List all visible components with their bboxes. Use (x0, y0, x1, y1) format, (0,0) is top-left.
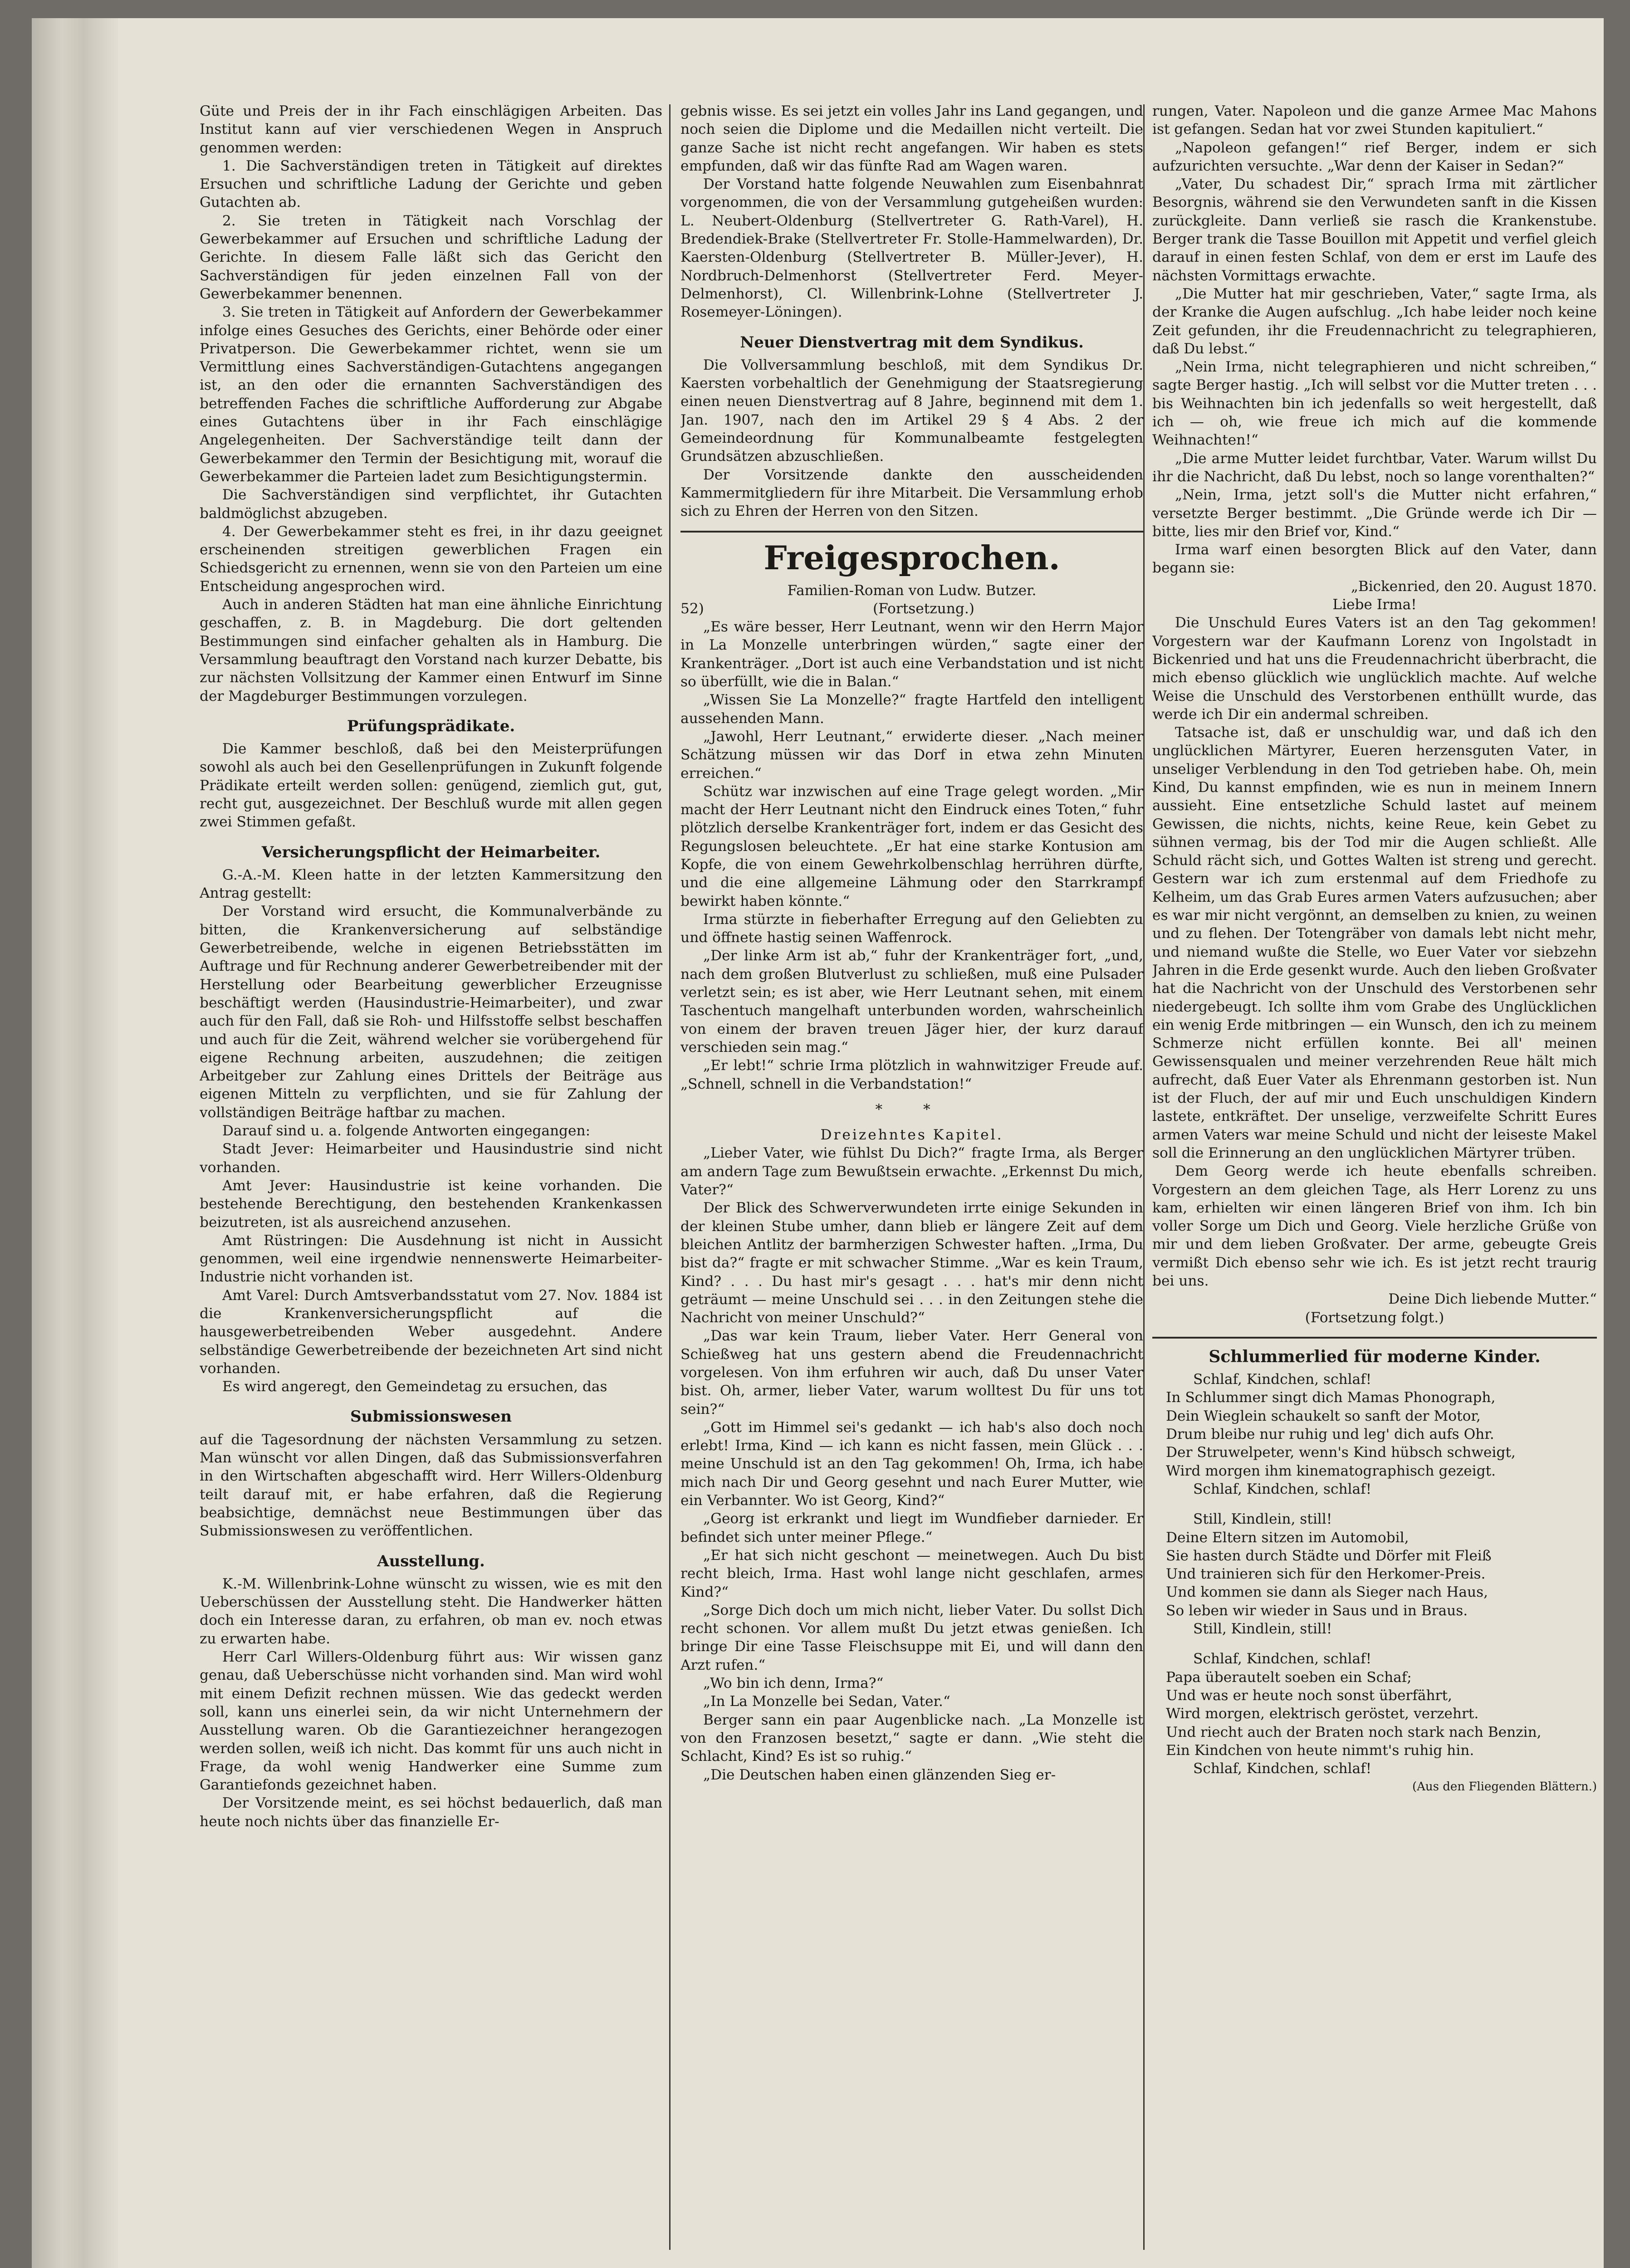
column-rule (1143, 104, 1145, 2250)
paragraph: Die Unschuld Eures Vaters ist an den Tag gekommen! Vorgestern war der Kaufmann Lorenz von Ingolstadt in Bickenried und hat uns die Freudennachricht überbracht, die mich ebenso glücklich wie unglücklich machte. Auf welche Weise die Unschuld des Verstorbenen enthüllt wurde, das werde ich Dir ein andermal schreiben. (1152, 615, 1597, 723)
paragraph: „Sorge Dich doch um mich nicht, lieber Vater. Du sollst Dich recht schonen. Vor allem mußt Du jetzt etwas genießen. Ich bringe Dir eine Tasse Fleischsuppe mit Ei, und will dann den Arzt rufen.“ (680, 1602, 1143, 1673)
section-heading: Submissionswesen (350, 1408, 512, 1426)
poem-line: Still, Kindlein, still! (1193, 1621, 1332, 1637)
novel-subtitle: Familien-Roman von Ludw. Butzer. (787, 582, 1037, 599)
paragraph: Schütz war inzwischen auf eine Trage gelegt worden. „Mir macht der Herr Leutnant nicht den Eindruck eines Toten,“ fuhr plötzlich derselbe Krankenträger fort, indem er das Gesicht des Regungslosen beleuchtete. „Er hat eine starke Kontusion am Kopfe, die von einem Gewehrkolbenschlag herrühren dürfte, und die eine allgemeine Lähmung oder den Starrkrampf bewirkt haben könnte.“ (680, 783, 1143, 909)
poem-line: So leben wir wieder in Saus und in Braus. (1166, 1602, 1468, 1619)
poem-line: Wird morgen ihm kinematographisch gezeigt. (1166, 1462, 1496, 1479)
paragraph: „Es wäre besser, Herr Leutnant, wenn wir den Herrn Major in La Monzelle unterbringen würden,“ sagte einer der Krankenträger. „Dort ist auch eine Verbandstation und ist nicht so überfüllt, wie die in Balan.“ (680, 619, 1143, 690)
installment-line (680, 600, 1143, 618)
paragraph: Amt Rüstringen: Die Ausdehnung ist nicht in Aussicht genommen, weil eine irgendwie nennenswerte Heimarbeiter-Industrie nicht vorhanden ist. (200, 1232, 662, 1286)
poem-line: In Schlummer singt dich Mamas Phonograph, (1166, 1389, 1496, 1406)
paragraph: „Vater, Du schadest Dir,“ sprach Irma mit zärtlicher Besorgnis, während sie den Verwundeten sanft in die Kissen zurückgleite. Dann verließ sie rasch die Krankenstube. Berger trank die Tasse Bouillon mit Appetit und verfiel gleich darauf in einen festen Schlaf, von dem er erst im Laufe des nächsten Vormittags erwachte. (1152, 176, 1597, 284)
column-rule (669, 104, 671, 2250)
poem-line: Der Struwelpeter, wenn's Kind hübsch schweigt, (1166, 1444, 1516, 1461)
poem-line: Schlaf, Kindchen, schlaf! (1193, 1760, 1372, 1777)
paragraph: „Wo bin ich denn, Irma?“ (703, 1675, 884, 1692)
paragraph: „In La Monzelle bei Sedan, Vater.“ (703, 1693, 950, 1710)
paragraph: 4. Der Gewerbekammer steht es frei, in ihr dazu geeignet erscheinenden streitigen gewerblichen Fragen ein Schiedsgericht zu ernennen, wenn sie von den Parteien um eine Entscheidung angesprochen wird. (200, 523, 662, 595)
paragraph: Amt Jever: Hausindustrie ist keine vorhanden. Die bestehende Berechtigung, den bestehenden Krankenkassen beizutreten, ist als ausreichend anzusehen. (200, 1177, 662, 1231)
novel-title: Freigesprochen. (764, 538, 1060, 577)
paragraph: Die Vollversammlung beschloß, mit dem Syndikus Dr. Kaersten vorbehaltlich der Genehmigung der Staatsregierung einen neuen Dienstvertrag auf 8 Jahre, beginnend mit dem 1. Jan. 1907, nach den im Artikel 29 § 4 Abs. 2 der Gemeindeordnung für Kommunalbeamte festgelegten Grundsätzen abzuschließen. (680, 357, 1143, 465)
paragraph: Es wird angeregt, den Gemeindetag zu ersuchen, das (222, 1378, 607, 1395)
paragraph: Irma stürzte in fieberhafter Erregung auf den Geliebten zu und öffnete hastig seinen Waffenrock. (680, 911, 1143, 946)
paragraph: Der Vorstand wird ersucht, die Kommunalverbände zu bitten, die Krankenversicherung auf selbständige Gewerbetreibende, welche in eigenen Betriebsstätten im Auftrage und für Rechnung anderer Gewerbetreibender mit der Herstellung oder Bearbeitung gewerblicher Erzeugnisse beschäftigt werden (Hausindustrie-Heimarbeiter), und zwar auch für den Fall, daß sie Roh- und Hilfsstoffe selbst beschaffen und auch für die Zeit, während welcher sie vorübergehend für eigene Rechnung arbeiten, auszudehnen; die zeitigen Arbeitgeber zur Zahlung eines Drittels der Beiträge aus eigenen Mitteln zu verpflichten, und sie für Zahlung der vollständigen Beiträge haftbar zu machen. (200, 903, 662, 1121)
paragraph: „Der linke Arm ist ab,“ fuhr der Krankenträger fort, „und, nach dem großen Blutverlust zu schließen, muß eine Pulsader verletzt sein; es ist aber, wie Herr Leutnant sehen, mit einem Taschentuch mangelhaft unterbunden worden, wahrscheinlich von einem der braven treuen Jäger hier, der kurz darauf verschieden sein mag.“ (680, 948, 1143, 1056)
paragraph: „Die Deutschen haben einen glänzenden Sieg er- (703, 1766, 1056, 1783)
paragraph: Die Kammer beschloß, daß bei den Meisterprüfungen sowohl als auch bei den Gesellenprüfungen in Zukunft folgende Prädikate erteilt werden sollen: genügend, ziemlich gut, gut, recht gut, ausgezeichnet. Der Beschluß wurde mit allen gegen zwei Stimmen gefaßt. (200, 741, 662, 831)
paragraph: „Nein, Irma, jetzt soll's die Mutter nicht erfahren,“ versetzte Berger bestimmt. „Die Gründe werde ich Dir — bitte, lies mir den Brief vor, Kind.“ (1152, 487, 1597, 540)
poem-line: Wird morgen, elektrisch geröstet, verzehrt. (1166, 1706, 1479, 1722)
paragraph: „Die arme Mutter leidet furchtbar, Vater. Warum willst Du ihr die Nachricht, daß Du lebst, noch so lange vorenthalten?“ (1152, 450, 1597, 485)
paragraph: G.-A.-M. Kleen hatte in der letzten Kammersitzung den Antrag gestellt: (200, 866, 662, 902)
divider (680, 531, 1143, 533)
poem-line: Deine Eltern sitzen im Automobil, (1166, 1529, 1409, 1546)
poem-line: Still, Kindlein, still! (1193, 1511, 1332, 1528)
poem-line: Und trainieren sich für den Herkomer-Preis. (1166, 1566, 1486, 1583)
poem (1152, 1370, 1597, 1778)
section-heading: Neuer Dienstvertrag mit dem Syndikus. (740, 333, 1084, 352)
letter-signature: Deine Dich liebende Mutter.“ (1388, 1291, 1597, 1308)
chapter-heading: Dreizehntes Kapitel. (820, 1127, 1003, 1144)
paragraph: K.-M. Willenbrink-Lohne wünscht zu wissen, wie es mit den Ueberschüssen der Ausstellung steht. Die Handwerker hätten doch ein Interesse daran, zu erfahren, ob man ev. noch etwas zu erwarten habe. (200, 1575, 662, 1647)
paragraph: Darauf sind u. a. folgende Antworten eingegangen: (222, 1123, 591, 1139)
paragraph: Der Blick des Schwerverwundeten irrte einige Sekunden in der kleinen Stube umher, dann blieb er längere Zeit auf dem bleichen Antlitz der barmherzigen Schwester haften. „Irma, Du bist da?“ fragte er mit schwacher Stimme. „War es kein Traum, Kind? . . . Du hast mir's gesagt . . . hat's mir denn nicht geträumt — meine Unschuld sei . . . in den Zeitungen stehe die Nachricht von meiner Unschuld?“ (680, 1200, 1143, 1326)
poem-line: Und kommen sie dann als Sieger nach Haus, (1166, 1584, 1488, 1601)
poem-line: Und riecht auch der Braten noch stark nach Benzin, (1166, 1724, 1542, 1740)
paragraph: „Wissen Sie La Monzelle?“ fragte Hartfeld den intelligent aussehenden Mann. (680, 692, 1143, 727)
poem-line: Schlaf, Kindchen, schlaf! (1193, 1371, 1372, 1388)
newspaper-page (32, 18, 1604, 2268)
letter-date: „Bickenried, den 20. August 1870. (1351, 578, 1597, 595)
poem-source: (Aus den Fliegenden Blättern.) (1412, 1780, 1597, 1794)
paragraph: Dem Georg werde ich heute ebenfalls schreiben. Vorgestern an dem gleichen Tage, als Herr Lorenz zu uns kam, erhielten wir einen längeren Brief von ihm. Ich bin voller Sorge um Dich und Georg. Viele herzliche Grüße von mir und dem lieben Großvater. Der arme, gebeugte Greis vermißt Dich ebenso sehr wie ich. Es ist jetzt recht traurig bei uns. (1152, 1163, 1597, 1289)
poem-line: Drum bleibe nur ruhig und leg' dich aufs Ohr. (1166, 1426, 1494, 1443)
paragraph: Tatsache ist, daß er unschuldig war, und daß ich den unglücklichen Märtyrer, Eueren herzensguten Vater, in unseliger Verblendung in den Tod getrieben habe. Oh, mein Kind, Du kannst empfinden, wie es nun in meinem Innern aussieht. Eine entsetzliche Schuld lastet auf meinem Gewissen, die nichts, nichts, keine Reue, kein Gebet zu sühnen vermag, bis der Tod mir die Augen schließt. Alle Schuld rächt sich, und Gottes Walten ist streng und gerecht. Gestern war ich zum erstenmal auf dem Friedhofe zu Kelheim, um das Grab Eures armen Vaters aufzusuchen; aber es war mir nicht vergönnt, an demselben zu knien, zu weinen und zu flehen. Der Totengräber von damals lebt nicht mehr, und niemand wußte die Stelle, wo Euer Vater vor siebzehn Jahren in die Erde gesenkt wurde. Auch den lieben Großvater hat die Nachricht von der Unschuld des Verstorbenen sehr niedergebeugt. Ich sollte ihm vom Grabe des Unglücklichen ein wenig Erde mitbringen — ein Wunsch, den ich zu meinem Schmerze nicht erfüllen konnte. Bei all' meinen Gewissensqualen und meiner verzehrenden Reue hält mich aufrecht, daß Euer Vater als Ehrenmann gestorben ist. Nun ist der Fluch, der auf mir und Euch unschuldigen Kindern lastete, entkräftet. Der unselige, verzweifelte Schritt Eures armen Vaters war meine Schuld und nicht der leiseste Makel soll die Erinnerung an den unglücklichen Märtyrer trüben. (1152, 724, 1597, 1161)
paragraph: Der Vorstand hatte folgende Neuwahlen zum Eisenbahnrat vorgenommen, die von der Versammlung gutgeheißen wurden: L. Neubert-Oldenburg (Stellvertreter G. Rath-Varel), H. Bredendiek-Brake (Stellvertreter Fr. Stolle-Hammelwarden), Dr. Kaersten-Oldenburg (Stellvertreter B. Müller-Jever), H. Nordbruch-Delmenhorst (Stellvertreter Ferd. Meyer-Delmenhorst), Cl. Willenbrink-Lohne (Stellvertreter J. Rosemeyer-Löningen). (680, 176, 1143, 321)
paragraph: „Jawohl, Herr Leutnant,“ erwiderte dieser. „Nach meiner Schätzung müssen wir das Dorf in etwa zehn Minuten erreichen.“ (680, 728, 1143, 782)
paragraph: „Er hat sich nicht geschont — meinetwegen. Auch Du bist recht bleich, Irma. Hast wohl lange nicht geschlafen, armes Kind?“ (680, 1547, 1143, 1600)
poem-line: Schlaf, Kindchen, schlaf! (1193, 1651, 1372, 1667)
paragraph: „Lieber Vater, wie fühlst Du Dich?“ fragte Irma, als Berger am andern Tage zum Bewußtsein erwachte. „Erkennst Du mich, Vater?“ (680, 1145, 1143, 1198)
poem-line: Sie hasten durch Städte und Dörfer mit Fleiß (1166, 1547, 1492, 1564)
paragraph: „Napoleon gefangen!“ rief Berger, indem er sich aufzurichten versuchte. „War denn der Kaiser in Sedan?“ (1152, 139, 1597, 174)
continuation-note: (Fortsetzung folgt.) (1305, 1309, 1444, 1326)
poem-line: Papa überautelt soeben ein Schaf; (1166, 1669, 1412, 1686)
paragraph: Amt Varel: Durch Amtsverbandsstatut vom 27. Nov. 1884 ist die Krankenversicherungspflicht auf die hausgewerbetreibenden Weber ausgedehnt. Andere selbständige Gewerbetreibende der bezeichneten Art sind nicht vorhanden. (200, 1287, 662, 1377)
paragraph: Die Sachverständigen sind verpflichtet, ihr Gutachten baldmöglichst abzugeben. (200, 487, 662, 522)
paragraph: 1. Die Sachverständigen treten in Tätigkeit auf direktes Ersuchen und schriftliche Ladung der Gerichte und geben Gutachten ab. (200, 157, 662, 211)
column-2 (680, 102, 1143, 2252)
paragraph: Berger sann ein paar Augenblicke nach. „La Monzelle ist von den Franzosen besetzt,“ sagte er dann. „Wie steht die Schlacht, Kind? Es ist so ruhig.“ (680, 1711, 1143, 1765)
letter-greeting: Liebe Irma! (1332, 596, 1417, 613)
section-stars: * * (875, 1101, 949, 1118)
divider (1152, 1337, 1597, 1339)
paragraph: Herr Carl Willers-Oldenburg führt aus: Wir wissen ganz genau, daß Ueberschüsse nicht vorhanden sind. Man wird wohl mit einem Defizit rechnen müssen. Wie das gedeckt werden soll, kann uns einerlei sein, da wir nicht Unternehmern der Ausstellung waren. Ob die Garantiezeichner herangezogen werden sollen, weiß ich nicht. Das kommt für uns auch nicht in Frage, da wohl wenig Handwerker eine Summe zum Garantiefonds gezeichnet haben. (200, 1649, 662, 1794)
paragraph: auf die Tagesordnung der nächsten Versammlung zu setzen. Man wünscht vor allen Dingen, daß das Submissionsverfahren in den Wirtschaften abgeschafft wird. Herr Willers-Oldenburg teilt darauf mit, er habe erfahren, daß die Regierung beabsichtige, demnächst neue Bestimmungen über das Submissionswesen zu veröffentlichen. (200, 1431, 662, 1540)
poem-line: Dein Wieglein schaukelt so sanft der Motor, (1166, 1408, 1481, 1424)
installment-number: 52) (680, 600, 704, 617)
paragraph: „Nein Irma, nicht telegraphieren und nicht schreiben,“ sagte Berger hastig. „Ich will selbst vor die Mutter treten . . . bis Weihnachten bin ich jedenfalls so weit hergestellt, daß ich — oh, wie freue ich mich auf die kommende Weihnachten!“ (1152, 359, 1597, 449)
paragraph: „Das war kein Traum, lieber Vater. Herr General von Schießweg hat uns gestern abend die Freudennachricht vorgelesen. Von ihm erfuhren wir auch, daß Du unser Vater bist. Oh, armer, lieber Vater, warum wolltest Du für uns tot sein?“ (680, 1328, 1143, 1418)
paragraph: Auch in anderen Städten hat man eine ähnliche Einrichtung geschaffen, z. B. in Magdeburg. Die dort geltenden Bestimmungen sind einfacher gehalten als in Hamburg. Die Versammlung beauftragt den Vorstand nach kurzer Debatte, bis zur nächsten Vollsitzung der Kammer einen Entwurf im Sinne der Magdeburger Bestimmungen vorzulegen. (200, 596, 662, 704)
poem-line: Schlaf, Kindchen, schlaf! (1193, 1481, 1372, 1497)
paragraph: 3. Sie treten in Tätigkeit auf Anfordern der Gewerbekammer infolge eines Gesuches des Gerichts, einer Behörde oder einer Privatperson. Die Gewerbekammer richtet, wenn sie um Vermittlung eines Sachverständigen-Gutachtens angegangen ist, an den oder die ernannten Sachverständigen des betreffenden Faches die schriftliche Aufforderung zur Abgabe eines Gutachtens über in ihr Fach einschlägige Angelegenheiten. Der Sachverständige teilt dann der Gewerbekammer den Termin der Besichtigung mit, worauf die Gewerbekammer die Parteien ladet zum Besichtigungstermin. (200, 304, 662, 485)
continuation-note: (Fortsetzung.) (872, 600, 974, 617)
book-gutter (32, 18, 118, 2268)
poem-line: Ein Kindchen von heute nimmt's ruhig hin. (1166, 1742, 1474, 1759)
section-heading: Versicherungspflicht der Heimarbeiter. (261, 843, 601, 861)
paragraph: Güte und Preis der in ihr Fach einschlägigen Arbeiten. Das Institut kann auf vier verschiedenen Wegen in Anspruch genommen werden: (200, 103, 662, 156)
paragraph: „Die Mutter hat mir geschrieben, Vater,“ sagte Irma, als der Kranke die Augen aufschlug. „Ich habe leider noch keine Zeit gefunden, ihr die Freudennachricht zu telegraphieren, daß Du lebst.“ (1152, 285, 1597, 357)
paragraph: Der Vorsitzende dankte den ausscheidenden Kammermitgliedern für ihre Mitarbeit. Die Versammlung erhob sich zu Ehren der Herren von den Sitzen. (680, 466, 1143, 520)
section-heading: Ausstellung. (377, 1552, 485, 1570)
paragraph: „Gott im Himmel sei's gedankt — ich hab's also doch noch erlebt! Irma, Kind — ich kann es nicht fassen, mein Glück . . . meine Unschuld ist an den Tag gekommen! Oh, Irma, ich habe mich nach Dir und Georg gesehnt und nach Eurer Mutter, wie ein Verbannter. Wo ist Georg, Kind?“ (680, 1419, 1143, 1509)
paragraph: gebnis wisse. Es sei jetzt ein volles Jahr ins Land gegangen, und noch seien die Diplome und die Medaillen nicht verteilt. Die ganze Sache ist nicht recht angefangen. Wir haben es stets empfunden, daß wir das fünfte Rad am Wagen waren. (680, 103, 1143, 174)
paragraph: „Er lebt!“ schrie Irma plötzlich in wahnwitziger Freude auf. „Schnell, schnell in die Verbandstation!“ (680, 1057, 1143, 1092)
paragraph: Der Vorsitzende meint, es sei höchst bedauerlich, daß man heute noch nichts über das finanzielle Er- (200, 1795, 662, 1830)
paragraph: Stadt Jever: Heimarbeiter und Hausindustrie sind nicht vorhanden. (200, 1141, 662, 1176)
paragraph: rungen, Vater. Napoleon und die ganze Armee Mac Mahons ist gefangen. Sedan hat vor zwei Stunden kapituliert.“ (1152, 103, 1597, 138)
paragraph: „Georg ist erkrankt und liegt im Wundfieber darnieder. Er befindet sich unter meiner Pflege.“ (680, 1510, 1143, 1545)
paragraph: 2. Sie treten in Tätigkeit nach Vorschlag der Gewerbekammer auf Ersuchen und schriftliche Ladung der Gerichte. In diesem Falle läßt sich das Gericht den Sachverständigen für jeden einzelnen Fall von der Gewerbekammer benennen. (200, 212, 662, 302)
section-heading: Prüfungsprädikate. (347, 717, 515, 735)
column-1 (200, 102, 662, 2252)
paragraph: Irma warf einen besorgten Blick auf den Vater, dann begann sie: (1152, 542, 1597, 577)
column-3 (1152, 102, 1597, 2252)
poem-line: Und was er heute noch sonst überfährt, (1166, 1687, 1452, 1704)
poem-title: Schlummerlied für moderne Kinder. (1209, 1347, 1541, 1366)
